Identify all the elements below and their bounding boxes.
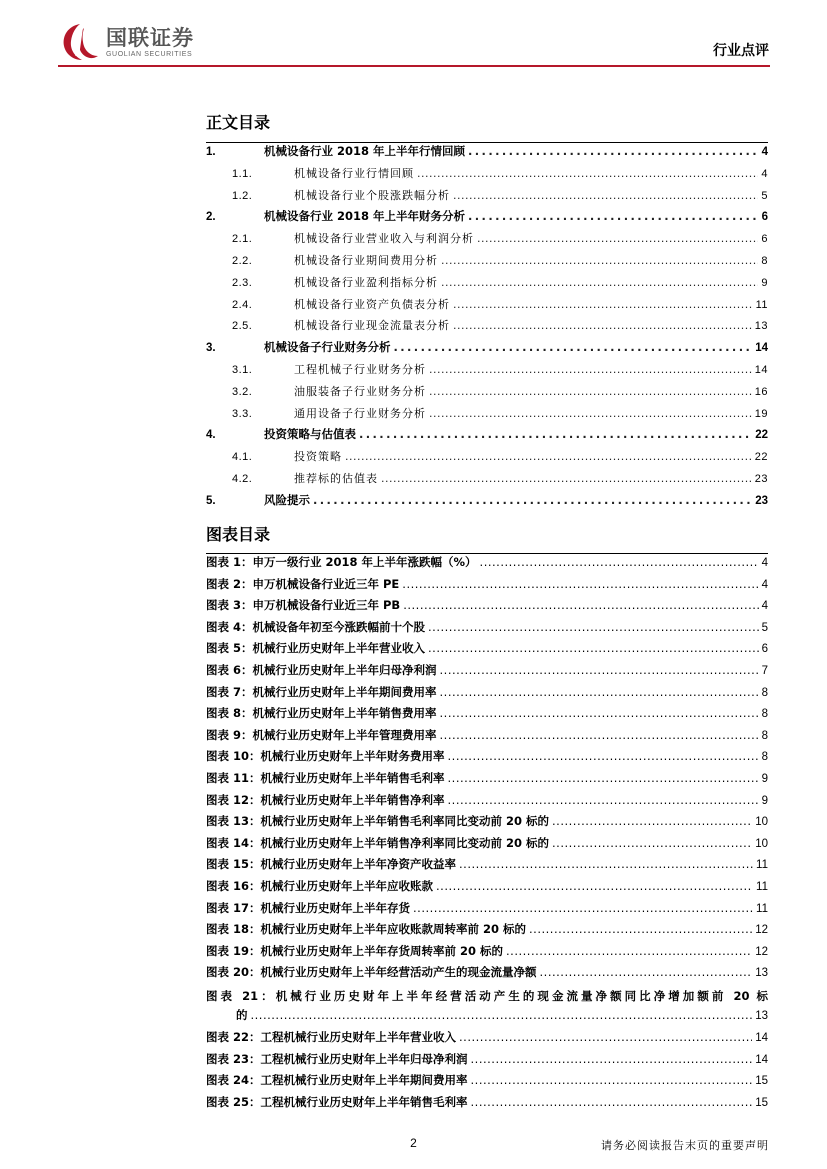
figure-leader-dots: [440, 685, 759, 699]
toc-entry-number: 1.1.: [232, 167, 253, 180]
toc-entry-label: 油服装备子行业财务分析: [294, 384, 426, 398]
figure-leader-dots: [428, 641, 759, 655]
figure-entry-label: 图表 15：机械行业历史财年上半年净资产收益率: [206, 857, 457, 872]
toc-entry-number: 2.5.: [232, 320, 253, 333]
toc-subsection-entry[interactable]: [206, 230, 768, 252]
toc-entry-page: 23: [755, 494, 768, 507]
figure-entry[interactable]: [206, 813, 768, 835]
toc-subsection-entry[interactable]: [206, 317, 768, 339]
toc-entry-label: 风险提示: [264, 492, 310, 507]
figure-entry[interactable]: [206, 1051, 768, 1073]
figure-entry-label: 图表 23：工程机械行业历史财年上半年归母净利润: [206, 1051, 468, 1066]
toc-entry-number: 4.1.: [232, 451, 253, 464]
toc-leader-dots: [453, 319, 752, 332]
toc-subsection-entry[interactable]: [206, 405, 768, 427]
figure-entry-label: 图表 7：机械行业历史财年上半年期间费用率: [206, 684, 437, 699]
toc-subsection-entry[interactable]: [206, 274, 768, 296]
figure-entry-page: 14: [755, 1053, 768, 1066]
toc-entry-page: 13: [754, 320, 768, 333]
figure-entry[interactable]: [206, 576, 768, 598]
toc-entry-label: 投资策略与估值表: [264, 427, 356, 442]
toc-section-entry[interactable]: [206, 492, 768, 514]
toc-section-entry[interactable]: [206, 426, 768, 448]
toc-entry-label: 投资策略: [294, 450, 342, 464]
figure-entry-label: 图表 9：机械行业历史财年上半年管理费用率: [206, 727, 437, 742]
toc-entry-label: 机械设备行业个股涨跌幅分析: [294, 188, 450, 202]
company-logo: [60, 22, 194, 62]
toc-leader-dots: [453, 189, 758, 202]
figure-entry[interactable]: [206, 1029, 768, 1051]
toc-entry-label: 机械设备行业资产负债表分析: [294, 297, 450, 311]
figure-entry-page: 15: [755, 1075, 768, 1088]
toc-entry-page: 8: [761, 254, 768, 267]
toc-leader-dots: [453, 298, 753, 311]
figure-entry[interactable]: [206, 964, 768, 986]
figure-entry-page: 8: [761, 708, 768, 721]
header-divider: [58, 65, 770, 67]
figure-entry[interactable]: [206, 1094, 768, 1116]
figure-leader-dots: [540, 965, 753, 979]
figure-entry[interactable]: [206, 856, 768, 878]
figure-leader-dots: [552, 836, 752, 850]
toc-entry-number: 5.: [206, 494, 216, 507]
toc-leader-dots: [381, 472, 752, 485]
figure-leader-dots: [471, 1073, 753, 1087]
toc-entry-page: 9: [761, 276, 768, 289]
figure-leader-dots: [459, 1030, 752, 1044]
toc-entry-label: 工程机械子行业财务分析: [294, 362, 426, 376]
figure-entry-label: 图表 12：机械行业历史财年上半年销售净利率: [206, 792, 445, 807]
figure-entry[interactable]: [206, 1072, 768, 1094]
toc-leader-dots: [313, 493, 752, 507]
toc-section-entry[interactable]: [206, 208, 768, 230]
toc-entry-page: 4: [761, 146, 768, 158]
figure-entry-page: 12: [755, 924, 768, 937]
figure-entry-page: 8: [761, 686, 768, 699]
figure-entry[interactable]: [206, 597, 768, 619]
figure-entry-page: 4: [761, 578, 768, 591]
figure-entry-page: 5: [761, 621, 768, 634]
figure-entry[interactable]: [206, 748, 768, 770]
toc-subsection-entry[interactable]: [206, 361, 768, 383]
toc-entry-page: 19: [754, 407, 768, 420]
figure-leader-dots: [413, 901, 753, 915]
toc-entry-page: 6: [761, 211, 768, 224]
toc-entry-number: 3.: [206, 342, 216, 355]
figure-leader-dots: [440, 663, 759, 677]
figure-entry-page: 9: [761, 794, 768, 807]
figure-entry-label: 图表 14：机械行业历史财年上半年销售净利率同比变动前 20 标的: [206, 835, 550, 850]
figure-entry-label: 图表 20：机械行业历史财年上半年经营活动产生的现金流量净额: [206, 965, 537, 980]
toc-leader-dots: [394, 340, 753, 354]
page-header: [0, 0, 827, 70]
figure-entry-page: 4: [761, 600, 768, 613]
figure-entry[interactable]: [206, 943, 768, 965]
toc-entry-page: 4: [761, 167, 768, 180]
toc-entry-label: 机械设备行业 2018 年上半年财务分析: [264, 209, 466, 224]
figure-entry-label-continued: 的: [236, 1008, 248, 1023]
toc-leader-dots: [359, 427, 752, 441]
figure-leader-dots: [480, 555, 759, 569]
toc-entry-label: 机械设备行业营业收入与利润分析: [294, 232, 474, 246]
toc-entry-number: 2.2.: [232, 254, 253, 267]
toc-entry-number: 1.2.: [232, 189, 253, 202]
figure-leader-dots: [506, 944, 752, 958]
toc-entry-page: 11: [755, 298, 768, 311]
figure-entry-label: 图表 2：申万机械设备行业近三年 PE: [206, 576, 400, 591]
figure-entry-label: 图表 5：机械行业历史财年上半年营业收入: [206, 641, 426, 656]
toc-entry-number: 2.: [206, 211, 216, 224]
figure-entry-label: 图表 13：机械行业历史财年上半年销售毛利率同比变动前 20 标的: [206, 814, 550, 829]
figure-entry-page: 11: [756, 880, 768, 893]
figure-entry-label: 图表 25：工程机械行业历史财年上半年销售毛利率: [206, 1094, 468, 1109]
figure-entry-page: 11: [756, 902, 768, 915]
figure-entry[interactable]: [206, 727, 768, 749]
figure-leader-dots: [448, 793, 759, 807]
figure-leader-dots: [529, 922, 752, 936]
figure-entry-page: 8: [761, 751, 768, 764]
toc-entry-page: 14: [755, 342, 768, 355]
toc-entry-number: 2.1.: [232, 233, 253, 246]
toc-entry-label: 通用设备子行业财务分析: [294, 406, 426, 420]
toc-section-entry[interactable]: [206, 339, 768, 361]
toc-entry-label: 机械设备行业现金流量表分析: [294, 319, 450, 333]
toc-subsection-entry[interactable]: [206, 383, 768, 405]
toc-entry-label: 机械设备子行业财务分析: [264, 340, 391, 355]
figure-entry-continuation: [206, 1007, 768, 1029]
figure-leader-dots: [552, 814, 752, 828]
figure-entry[interactable]: [206, 619, 768, 641]
figure-entry[interactable]: [206, 640, 768, 662]
figure-entry-page: 9: [761, 772, 768, 785]
toc-entry-page: 23: [754, 472, 768, 485]
figure-entry-label: 图表 22：工程机械行业历史财年上半年营业收入: [206, 1030, 457, 1045]
figure-entry-label: 图表 8：机械行业历史财年上半年销售费用率: [206, 706, 437, 721]
toc-leader-dots: [441, 276, 758, 289]
figure-entry[interactable]: [206, 554, 768, 576]
toc-title: 正文目录: [206, 113, 271, 132]
figure-entry-page: 11: [756, 859, 768, 872]
toc-entry-number: 4.: [206, 429, 216, 442]
logo-english-name: GUOLIAN SECURITIES: [106, 50, 193, 58]
toc-entry-number: 3.2.: [232, 385, 253, 398]
list-of-figures: [206, 554, 768, 1115]
toc-entry-number: 1.: [206, 146, 216, 158]
document-type: 行业点评: [713, 43, 769, 59]
figure-leader-dots: [403, 598, 758, 612]
figure-leader-dots: [440, 728, 759, 742]
figure-entry-page: 4: [761, 557, 768, 569]
toc-leader-dots: [468, 209, 759, 223]
figure-entry[interactable]: [206, 770, 768, 792]
figure-entry-page: 6: [761, 643, 768, 656]
toc-leader-dots: [468, 144, 759, 158]
toc-entry-number: 4.2.: [232, 472, 253, 485]
toc-leader-dots: [345, 450, 752, 463]
figure-entry[interactable]: [206, 705, 768, 727]
figure-leader-dots: [428, 620, 759, 634]
figure-entry[interactable]: [206, 921, 768, 943]
figure-entry-label: 图表 21：机械行业历史财年上半年经营活动产生的现金流量净额同比净增加额前 20 标: [206, 988, 768, 1003]
figure-entry[interactable]: [206, 900, 768, 922]
figure-leader-dots: [251, 1008, 753, 1022]
toc-entry-number: 3.1.: [232, 363, 253, 376]
figure-entry-label: 图表 18：机械行业历史财年上半年应收账款周转率前 20 标的: [206, 922, 527, 937]
figure-entry[interactable]: [206, 878, 768, 900]
figure-entry-label: 图表 17：机械行业历史财年上半年存货: [206, 900, 411, 915]
toc-leader-dots: [429, 407, 752, 420]
figure-leader-dots: [471, 1095, 753, 1109]
toc-entry-page: 22: [755, 429, 768, 442]
figure-entry-page: 8: [761, 729, 768, 742]
figure-entry-label: 图表 11：机械行业历史财年上半年销售毛利率: [206, 770, 445, 785]
figure-entry-label: 图表 3：申万机械设备行业近三年 PB: [206, 598, 401, 613]
guolian-logo-icon: [60, 22, 102, 62]
toc-entry-label: 推荐标的估值表: [294, 471, 378, 485]
figure-entry-page: 10: [755, 837, 768, 850]
toc-subsection-entry[interactable]: [206, 252, 768, 274]
table-of-contents: [206, 143, 768, 514]
page-number: 2: [410, 1136, 417, 1150]
toc-entry-page: 22: [754, 451, 768, 464]
toc-leader-dots: [429, 385, 752, 398]
figure-entry-page: 13: [755, 1010, 768, 1023]
toc-entry-label: 机械设备行业行情回顾: [294, 166, 414, 180]
toc-leader-dots: [441, 254, 758, 267]
figure-entry-label: 图表 4：机械设备年初至今涨跌幅前十个股: [206, 619, 426, 634]
toc-subsection-entry[interactable]: [206, 448, 768, 470]
figure-entry-page: 12: [755, 945, 768, 958]
figure-entry-label: 图表 10：机械行业历史财年上半年财务费用率: [206, 749, 445, 764]
figure-entry-page: 13: [755, 967, 768, 980]
toc-entry-label: 机械设备行业 2018 年上半年行情回顾: [264, 144, 466, 158]
figure-entry[interactable]: [206, 835, 768, 857]
figure-entry-label: 图表 16：机械行业历史财年上半年应收账款: [206, 878, 434, 893]
logo-chinese-name: 国联证券: [106, 25, 194, 50]
figure-entry-label: 图表 24：工程机械行业历史财年上半年期间费用率: [206, 1073, 468, 1088]
figure-entry[interactable]: [206, 792, 768, 814]
toc-subsection-entry[interactable]: [206, 187, 768, 209]
toc-leader-dots: [417, 167, 758, 180]
figure-entry-label: 图表 1：申万一级行业 2018 年上半年涨跌幅（%）: [206, 555, 477, 569]
toc-entry-page: 16: [754, 385, 768, 398]
figure-entry-page: 7: [761, 664, 768, 677]
toc-subsection-entry[interactable]: [206, 165, 768, 187]
figure-entry[interactable]: [206, 684, 768, 706]
toc-entry-number: 2.3.: [232, 276, 253, 289]
figure-leader-dots: [448, 749, 759, 763]
toc-entry-page: 6: [761, 233, 768, 246]
toc-entry-label: 机械设备行业期间费用分析: [294, 253, 438, 267]
figures-title: 图表目录: [206, 525, 271, 544]
toc-entry-number: 3.3.: [232, 407, 253, 420]
toc-leader-dots: [477, 232, 758, 245]
toc-subsection-entry[interactable]: [206, 296, 768, 318]
figure-leader-dots: [402, 577, 758, 591]
figure-entry-label: 图表 6：机械行业历史财年上半年归母净利润: [206, 662, 437, 677]
toc-entry-number: 2.4.: [232, 298, 253, 311]
figure-leader-dots: [471, 1052, 753, 1066]
figure-leader-dots: [459, 857, 753, 871]
toc-section-entry[interactable]: [206, 143, 768, 165]
toc-leader-dots: [429, 363, 752, 376]
figure-leader-dots: [440, 706, 759, 720]
figure-leader-dots: [448, 771, 759, 785]
figure-entry-page: 15: [755, 1096, 768, 1109]
toc-subsection-entry[interactable]: [206, 470, 768, 492]
disclaimer-note: 请务必阅读报告末页的重要声明: [601, 1139, 769, 1152]
figure-leader-dots: [436, 879, 753, 893]
figure-entry-page: 14: [755, 1032, 768, 1045]
toc-entry-label: 机械设备行业盈利指标分析: [294, 275, 438, 289]
figure-entry-label: 图表 19：机械行业历史财年上半年存货周转率前 20 标的: [206, 943, 504, 958]
toc-entry-page: 14: [754, 363, 768, 376]
toc-entry-page: 5: [761, 189, 768, 202]
figure-entry-page: 10: [755, 816, 768, 829]
figure-entry[interactable]: [206, 986, 768, 1029]
figure-entry[interactable]: [206, 662, 768, 684]
